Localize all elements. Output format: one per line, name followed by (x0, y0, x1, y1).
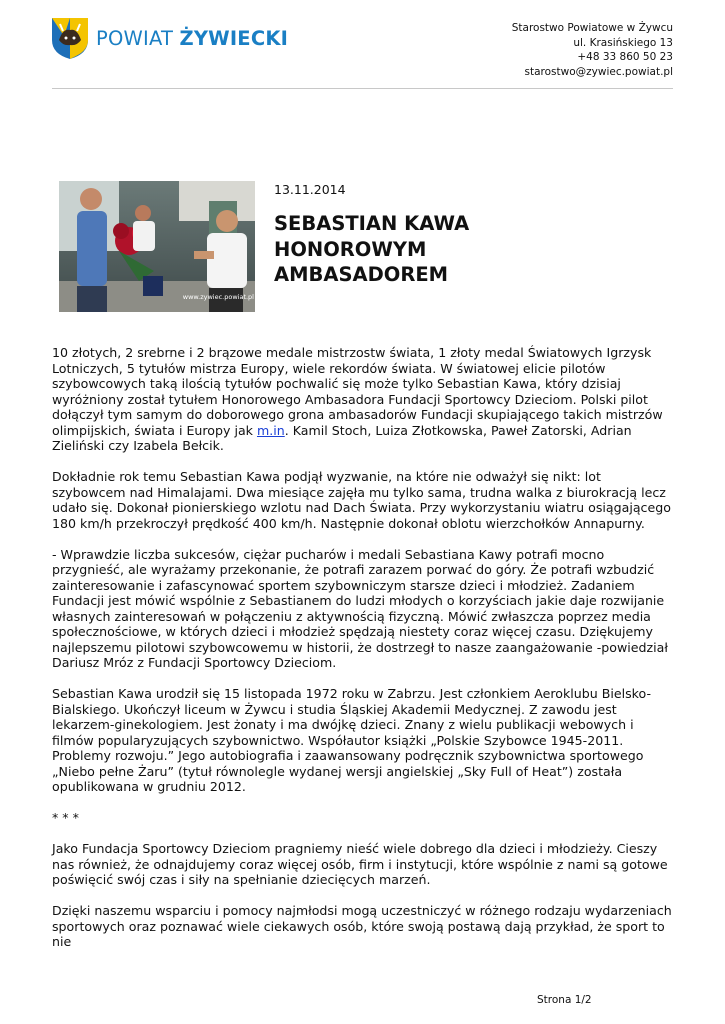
contact-block (512, 21, 673, 79)
contact-phone: +48 33 860 50 23 (577, 51, 673, 63)
paragraph (52, 345, 674, 454)
contact-office: Starostwo Powiatowe w Żywcu (511, 22, 673, 34)
logo-text-bold: ŻYWIECKI (179, 26, 289, 50)
article-body (52, 345, 674, 965)
article-date: 13.11.2014 (274, 182, 346, 197)
paragraph-text: 10 złotych, 2 srebrne i 2 brązowe medale mistrzostw świata, 1 złoty medal Światowych Igrzysk Lotniczych, 5 tytułów mistrza Europy, wiele rekordów świata. W światowej elicie pilotów szybowcowych taką ilością tytułów pochwalić się może tylko Sebastian Kawa, który dzisiaj wyróżniony został tytułem Honorowego Ambasadora Fundacji Sportowcy Dzieciom. Polski pilot dołączył tym samym do doborowego grona ambasadorów Fundacji skupiającego takich mistrzów olimpijskich, świata i Europy jak (52, 345, 663, 438)
article-photo (59, 181, 255, 312)
crest-icon (50, 16, 90, 60)
logo-text-regular: POWIAT (96, 26, 180, 50)
paragraph: Dokładnie rok temu Sebastian Kawa podjął wyzwanie, na które nie odważył się nikt: lot szybowcem nad Himalajami. Dwa miesiące zajęła mu tylko sama, trudna walka z biurokracją lecz udało się. Dokonał pionierskiego wzlotu nad Dach Świata. Przy wykorzystaniu wiatru osiągającego 180 km/h przekroczył prędkość 400 km/h. Następnie dokonał oblotu wierzchołków Annapurny. (52, 469, 671, 531)
paragraph: Sebastian Kawa urodził się 15 listopada 1972 roku w Zabrzu. Jest członkiem Aeroklubu Bielsko-Bialskiego. Ukończył liceum w Żywcu i studia Śląskiej Akademii Medycznej. Z zawodu jest lekarzem-ginekologiem. Jest żonaty i ma dwójkę dzieci. Znany z wielu publikacji webowych i filmów popularyzujących szybownictwo. Współautor książki „Polskie Szybowce 1945-2011. Problemy rozwoju.” Jego autobiografia i zaawansowany podręcznik szybownictwa sportowego „Niebo pełne Żaru” (tytuł równolegle wydanej wersji angielskiej „Sky Full of Heat”) została opublikowana w grudniu 2012. (52, 686, 651, 794)
page-number: Strona 1/2 (537, 994, 592, 1006)
paragraph-text: . Kamil Stoch, Luiza Złotkowska, Paweł Zatorski, Adrian Zieliński czy Izabela Bełcik. (52, 422, 632, 453)
header-divider (52, 88, 673, 89)
paragraph: - Wprawdzie liczba sukcesów, ciężar pucharów i medali Sebastiana Kawy potrafi mocno przygnieść, ale wyrażamy przekonanie, że potrafi zarazem porwać do góry. Że potrafi wzbudzić zainteresowanie i zafascynować sportem szybowniczym starsze dzieci i młodzież. Zadaniem Fundacji jest mówić wspólnie z Sebastianem do ludzi młodych o korzyściach jakie daje rozwijanie własnych zainteresowań w połączeniu z aktywnością fizyczną. Mówić zwłaszcza poprzez media społecznościowe, w których dzieci i młodzież spędzają niestety coraz więcej czasu. Dziękujemy najlepszemu pilotowi szybowcowemu w historii, że dostrzegł to nasze zaangażowanie -powiedział Dariusz Mróz z Fundacji Sportowcy Dzieciom. (52, 546, 668, 670)
contact-email[interactable]: starostwo@zywiec.powiat.pl (524, 65, 673, 78)
paragraph: Jako Fundacja Sportowcy Dzieciom pragniemy nieść wiele dobrego dla dzieci i młodzieży. Cieszy nas również, że odnajdujemy coraz więcej osób, firm i instytucji, które wspólnie z nami są gotowe poświęcić swój czas i siły na spełnianie dziecięcych marzeń. (52, 841, 668, 887)
contact-address: ul. Krasińskiego 13 (573, 36, 673, 49)
article-title: SEBASTIAN KAWA HONOROWYM AMBASADOREM (274, 212, 470, 286)
logo-wordmark (96, 27, 288, 50)
paragraph: Dzięki naszemu wsparciu i pomocy najmłodsi mogą uczestniczyć w różnego rodzaju wydarzeniach sportowych oraz poznawać wiele ciekawych osób, które swoją postawą dają przykład, że sport to nie (52, 903, 672, 949)
section-separator: * * * (52, 810, 79, 825)
powiat-logo[interactable] (50, 16, 288, 60)
photo-watermark: www.zywiec.powiat.pl (182, 293, 254, 301)
inline-link[interactable]: m.in (256, 422, 285, 438)
